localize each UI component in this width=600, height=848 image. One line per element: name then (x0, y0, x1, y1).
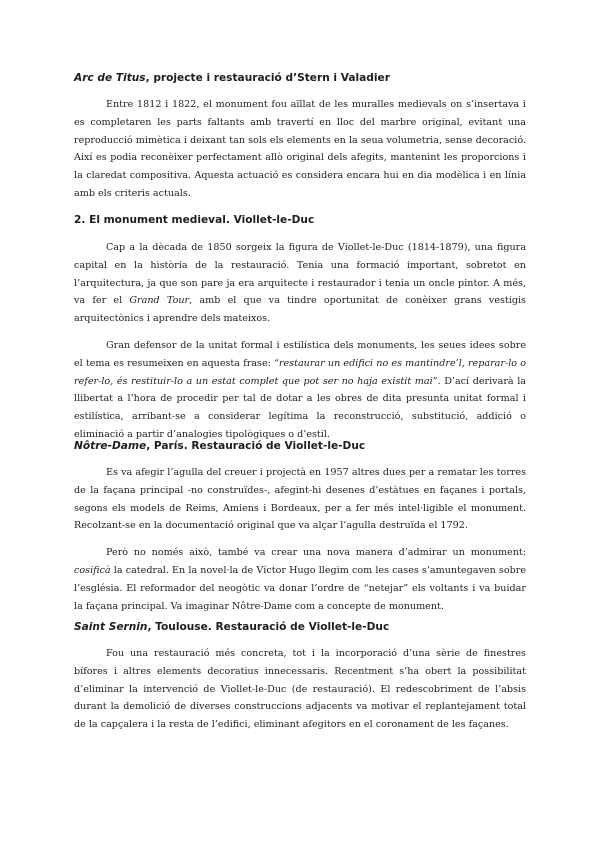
heading-text: , projecte i restauració d’Stern i Valadier (145, 72, 390, 84)
heading-text: , París. Restauració de Viollet-le-Duc (146, 440, 366, 452)
paragraph-text: ”. D’ací derivarà la llibertat a l’hora de procedir per tal de dotar a les obres de dita presunta unitat formal i estilística, arribant-se a considerar legítima la reconstrucció, substitució, addició o eliminació a partir d’analogies tipològiques o d’estil. (74, 375, 526, 440)
paragraph (74, 239, 526, 328)
paragraph: Entre 1812 i 1822, el monument fou aïllat de les muralles medievals on s’insertava i es completaren les parts faltants amb travertí en lloc del marbre original, evitant una reproducció mimètica i deixant tan sols els elements en la seua volumetria, sense decoració. Així es podia reconèixer perfectament allò original dels afegits, mantenint les proporcions i la claredat compositiva. Aquesta actuació es considera encara hui en dia modèlica i en línia amb els criteris actuals. (74, 99, 526, 199)
section-monument-medieval (74, 212, 526, 444)
paragraph (74, 544, 526, 615)
section-arc-de-titus (74, 70, 526, 203)
paragraph-italic: Grand Tour (129, 295, 190, 307)
paragraph-text: Però no només això, també va crear una nova manera d’admirar un monument: (106, 547, 526, 559)
heading-italic: Arc de Titus (74, 72, 146, 84)
heading-italic: Saint Sernin (74, 621, 148, 633)
paragraph-text: , amb el que va tindre oportunitat de conèixer grans vestigis arquitectònics i aprendre dels mateixos. (74, 295, 526, 325)
paragraph-text: Cap a la dècada de 1850 sorgeix la figura de Viollet-le-Duc (1814-1879), una figura capital en la història de la restauració. Tenia una formació important, sobretot en l’arquitectura, ja que son pare ja era arquitecte i restaurador i tenia un oncle pintor. A més, va fer el (74, 242, 526, 307)
section-heading: 2. El monument medieval. Viollet-le-Duc (74, 214, 315, 226)
section-saint-sernin (74, 619, 526, 734)
section-heading (74, 70, 526, 86)
paragraph-quote: “restaurar un edifici no es mantindre’l, reparar-lo o refer-lo, és restituir-lo a un estat complet que pot ser no haja existit mai (74, 357, 526, 387)
paragraph-text: Gran defensor de la unitat formal i estilística dels monuments, les seues idees sobre el tema es resumeixen en aquesta frase: (74, 339, 526, 369)
section-notre-dame (74, 438, 526, 615)
heading-italic: Nôtre-Dame (74, 440, 147, 452)
paragraph: Es va afegir l’agulla del creuer i projectà en 1957 altres dues per a rematar les torres de la façana principal -no construïdes-, afegint-hi desenes d’estàtues en façanes i portals, segons els models de Reims, Amiens i Bordeaux, per a fer més intel·ligible el monument. Recolzant-se en la documentació original que va alçar l’agulla destruïda el 1792. (74, 467, 526, 532)
heading-text: , Toulouse. Restauració de Viollet-le-Duc (147, 621, 390, 633)
section-heading (74, 438, 526, 454)
paragraph: Fou una restauració més concreta, tot i la incorporació d’una sèrie de finestres bífores i altres elements decoratius innecessaris. Recentment s’ha obert la possibilitat d’eliminar la intervenció de Viollet-le-Duc (de restauració). El redescobriment de l’absis durant la demolició de diverses construccions adjacents va motivar el replantejament total de la capçalera i la resta de l’edifici, eliminant afegitors en el coronament de les façanes. (74, 648, 526, 731)
paragraph-text: la catedral. En la novel·la de Víctor Hugo llegim com les cases s’amuntegaven sobre l’església. El reformador del neogòtic va donar l’ordre de “netejar” els voltants i va buidar la façana principal. Va imaginar Nôtre-Dame com a concepte de monument. (74, 564, 526, 612)
paragraph (74, 337, 526, 444)
section-heading (74, 619, 526, 635)
paragraph-italic: cosificà (74, 564, 111, 576)
